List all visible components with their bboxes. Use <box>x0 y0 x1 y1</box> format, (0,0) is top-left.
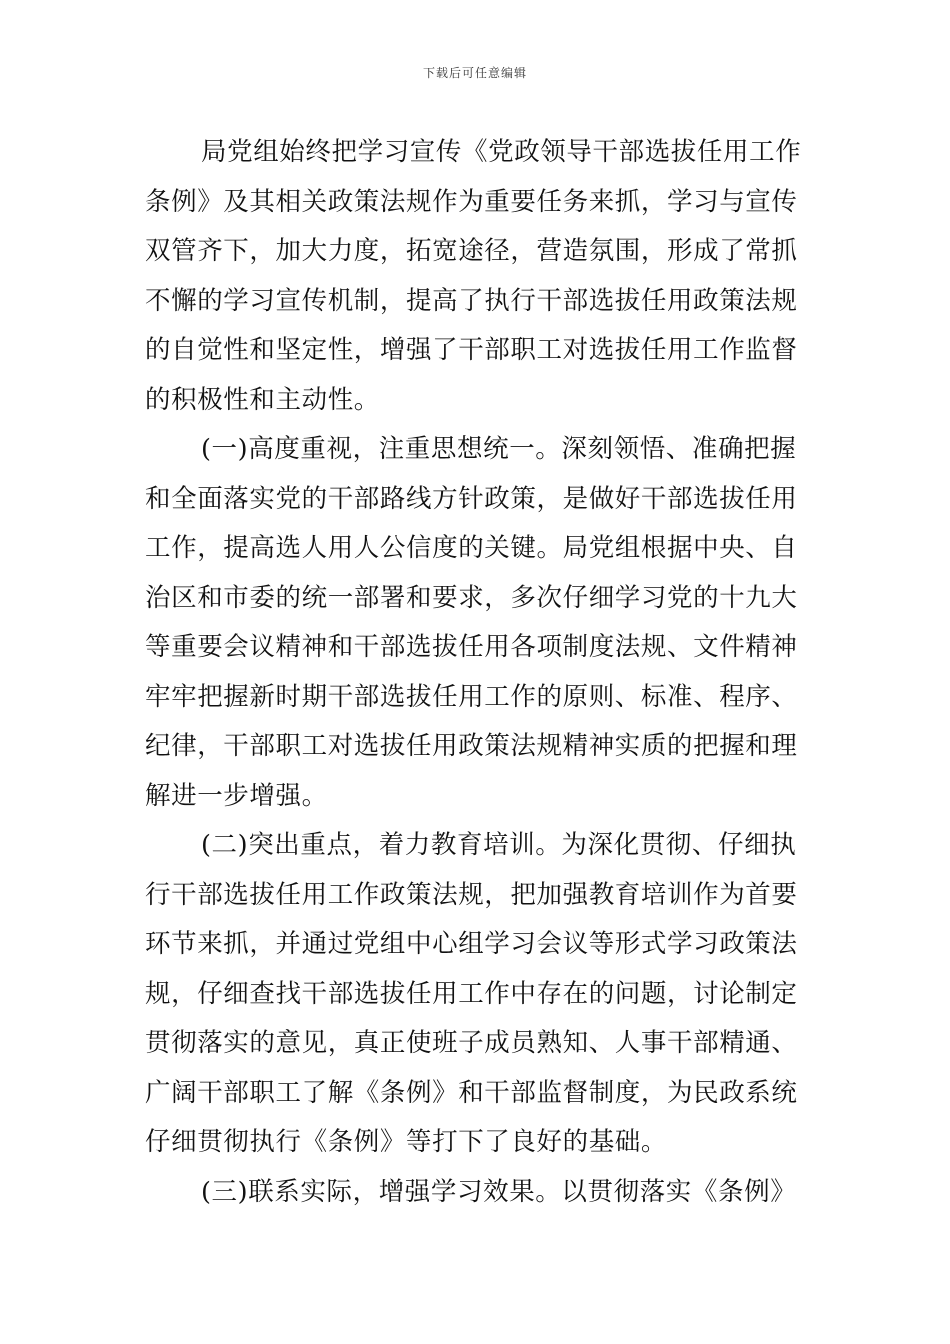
paragraph-section-2 <box>145 821 810 1168</box>
text-line: 的自觉性和坚定性，增强了干部职工对选拔任用工作监督 <box>145 335 798 365</box>
text-line: 等重要会议精神和干部选拔任用各项制度法规、文件精神 <box>145 632 798 662</box>
text-line: 环节来抓，并通过党组中心组学习会议等形式学习政策法 <box>145 929 798 959</box>
text-line: 贯彻落实的意见，真正使班子成员熟知、人事干部精通、 <box>145 1028 798 1058</box>
text-line: 牢牢把握新时期干部选拔任用工作的原则、标准、程序、 <box>145 681 798 712</box>
text-line: 的积极性和主动性。 <box>145 384 380 415</box>
text-line: 规，仔细查找干部选拔任用工作中存在的问题，讨论制定 <box>145 978 798 1009</box>
text-line: 工作，提高选人用人公信度的关键。局党组根据中央、自 <box>145 533 798 563</box>
text-line: 条例》及其相关政策法规作为重要任务来抓，学习与宣传 <box>145 186 798 217</box>
text-line: 广阔干部职工了解《条例》和干部监督制度，为民政系统 <box>145 1077 798 1108</box>
text-line: (一)高度重视，注重思想统一。深刻领悟、准确把握 <box>201 434 797 464</box>
paragraph-intro <box>145 128 810 425</box>
text-line: 纪律，干部职工对选拔任用政策法规精神实质的把握和理 <box>145 731 798 761</box>
text-line: 不懈的学习宣传机制，提高了执行干部选拔任用政策法规 <box>145 285 798 316</box>
text-line: 仔细贯彻执行《条例》等打下了良好的基础。 <box>145 1127 668 1157</box>
text-line: 双管齐下，加大力度，拓宽途径，营造氛围，形成了常抓 <box>145 236 798 266</box>
text-line: 行干部选拔任用工作政策法规，把加强教育培训作为首要 <box>145 879 798 910</box>
text-line: 解进一步增强。 <box>145 780 328 811</box>
paragraph-section-1 <box>145 425 810 821</box>
text-line: (三)联系实际，增强学习效果。以贯彻落实《条例》 <box>201 1176 797 1207</box>
text-line: 和全面落实党的干部路线方针政策，是做好干部选拔任用 <box>145 483 798 514</box>
text-line: 局党组始终把学习宣传《党政领导干部选拔任用工作 <box>201 137 802 167</box>
text-line: (二)突出重点，着力教育培训。为深化贯彻、仔细执 <box>201 830 797 860</box>
paragraph-section-3 <box>145 1168 810 1218</box>
text-line: 治区和市委的统一部署和要求，多次仔细学习党的十九大 <box>145 582 798 613</box>
page-header: 下载后可任意编辑 <box>422 66 527 80</box>
document-body <box>145 128 810 1217</box>
